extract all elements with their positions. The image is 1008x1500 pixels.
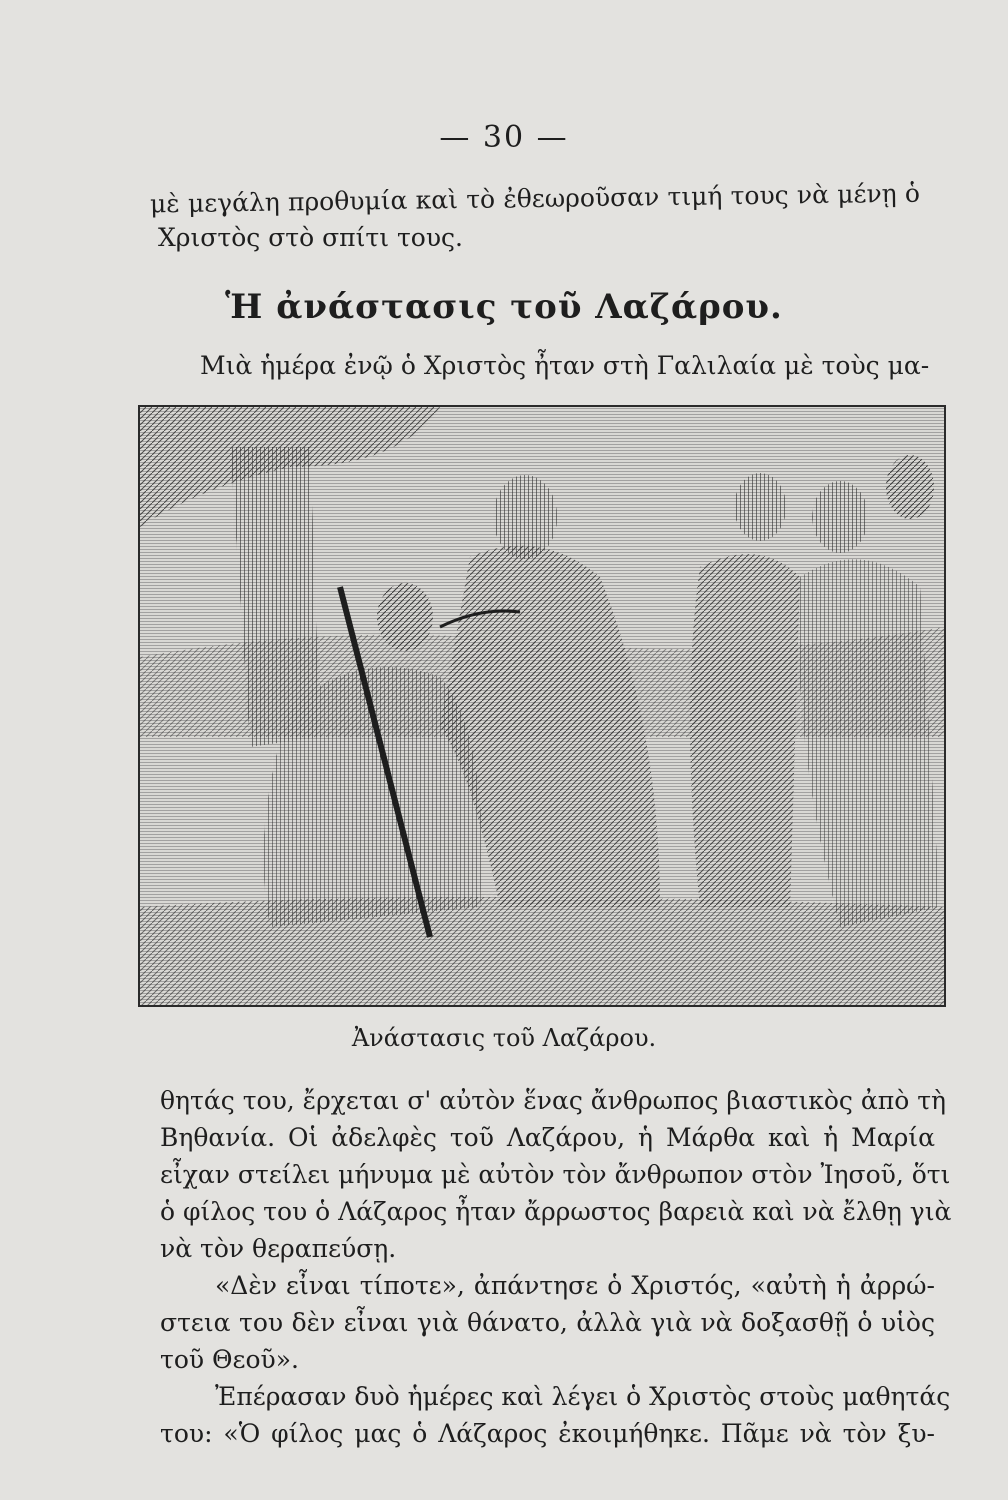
page-number: — 30 — — [439, 120, 569, 155]
body-line-8: τοῦ Θεοῦ». — [160, 1345, 299, 1374]
body-line-3: εἶχαν στείλει μήνυμα μὲ αὐτὸν τὸν ἄνθρωπον στὸν Ἰησοῦ, ὅτι — [160, 1160, 951, 1189]
text-line-1: μὲ μεγάλη προθυμία καὶ τὸ ἐθεωροῦσαν τιμή τους νὰ μένῃ ὁ — [149, 178, 921, 219]
section-heading: Ἡ ἀνάστασις τοῦ Λαζάρου. — [225, 287, 783, 327]
body-line-5: νὰ τὸν θεραπεύσῃ. — [160, 1234, 397, 1263]
body-line-1: θητάς του, ἔρχεται σ' αὐτὸν ἕνας ἄνθρωπος βιαστικὸς ἀπὸ τὴ — [160, 1086, 946, 1115]
body-line-6: «Δὲν εἶναι τίποτε», ἀπάντησε ὁ Χριστός, «αὐτὴ ἡ ἀρρώ- — [215, 1271, 935, 1300]
figure-caption: Ἀνάστασις τοῦ Λαζάρου. — [351, 1024, 657, 1052]
body-line-7: στεια του δὲν εἶναι γιὰ θάνατο, ἀλλὰ γιὰ νὰ δοξασθῇ ὁ υἱὸς — [160, 1308, 935, 1337]
body-line-4: ὁ φίλος του ὁ Λάζαρος ἦταν ἄρρωστος βαρειὰ καὶ νὰ ἔλθῃ γιὰ — [160, 1197, 952, 1226]
engraving-illustration — [138, 405, 946, 1007]
body-line-9: Ἐπέρασαν δυὸ ἡμέρες καὶ λέγει ὁ Χριστὸς στοὺς μαθητάς — [215, 1382, 951, 1411]
body-line-2: Βηθανία. Οἱ ἀδελφὲς τοῦ Λαζάρου, ἡ Μάρθα καὶ ἡ Μαρία — [160, 1123, 935, 1152]
text-line-2: Χριστὸς στὸ σπίτι τους. — [158, 223, 463, 252]
intro-line: Μιὰ ἡμέρα ἐνῷ ὁ Χριστὸς ἦταν στὴ Γαλιλαία μὲ τοὺς μα- — [200, 351, 930, 380]
illustration-icon — [140, 407, 944, 1005]
body-line-10: του: «Ὁ φίλος μας ὁ Λάζαρος ἐκοιμήθηκε. Πᾶμε νὰ τὸν ξυ- — [160, 1419, 935, 1448]
